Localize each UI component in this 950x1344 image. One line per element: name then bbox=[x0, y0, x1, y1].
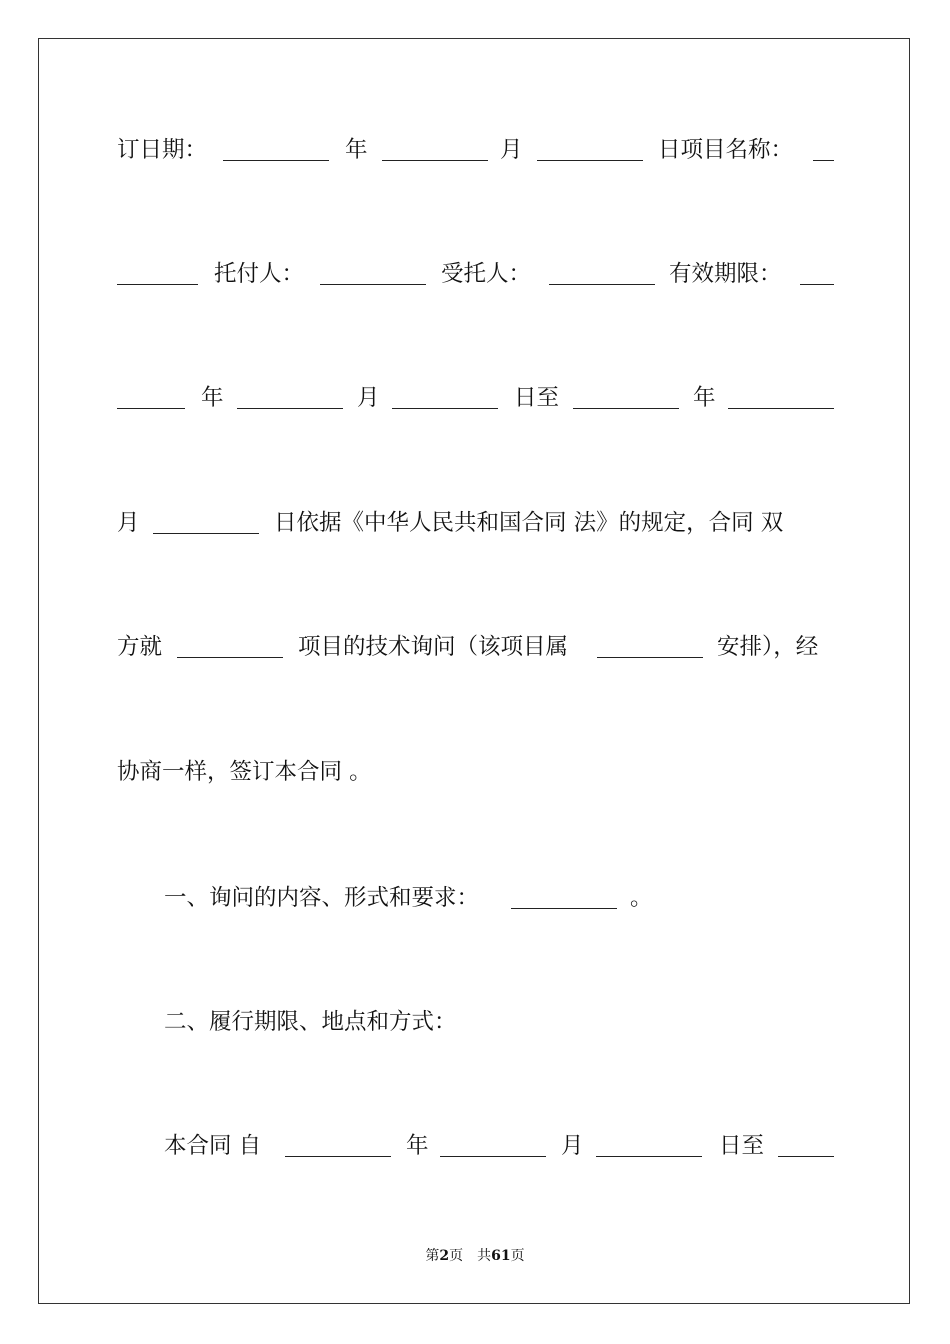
fill-blank bbox=[440, 1156, 546, 1157]
total-prefix: 共 bbox=[477, 1248, 492, 1264]
page-prefix: 第 bbox=[425, 1248, 440, 1264]
text-segment: 本合同 自 bbox=[164, 1133, 262, 1159]
fill-blank bbox=[285, 1156, 391, 1157]
fill-blank bbox=[813, 160, 834, 161]
text-line-5 bbox=[117, 631, 834, 663]
text-line-9 bbox=[117, 1130, 834, 1162]
text-segment: 日项目名称： bbox=[658, 137, 794, 163]
text-segment: 有效期限： bbox=[669, 261, 782, 287]
text-segment: 年 bbox=[201, 385, 224, 411]
fill-blank bbox=[778, 1156, 834, 1157]
fill-blank bbox=[728, 408, 834, 409]
text-line-3 bbox=[117, 382, 834, 414]
total-number: 61 bbox=[491, 1248, 511, 1264]
text-segment: 年 bbox=[406, 1133, 429, 1159]
text-segment: 年 bbox=[693, 385, 716, 411]
total-suffix: 页 bbox=[510, 1248, 525, 1264]
text-segment: 。 bbox=[630, 885, 653, 911]
text-segment: 月 bbox=[500, 137, 523, 163]
page-number: 2 bbox=[439, 1248, 450, 1264]
text-segment: 日至 bbox=[514, 385, 560, 411]
text-segment: 年 bbox=[345, 137, 368, 163]
text-segment: 月 bbox=[561, 1133, 584, 1159]
text-line-7 bbox=[117, 882, 834, 914]
text-line-2 bbox=[117, 258, 834, 290]
text-line-4 bbox=[117, 507, 834, 539]
fill-blank bbox=[537, 160, 643, 161]
text-line-6 bbox=[117, 756, 834, 788]
fill-blank bbox=[597, 657, 703, 658]
text-segment: 受托人： bbox=[441, 261, 532, 287]
page-suffix: 页 bbox=[449, 1248, 464, 1264]
text-line-8 bbox=[117, 1006, 834, 1038]
fill-blank bbox=[800, 284, 834, 285]
text-segment: 日至 bbox=[719, 1133, 765, 1159]
fill-blank bbox=[237, 408, 343, 409]
fill-blank bbox=[177, 657, 283, 658]
fill-blank bbox=[320, 284, 426, 285]
text-segment: 托付人： bbox=[214, 261, 305, 287]
fill-blank bbox=[549, 284, 655, 285]
fill-blank bbox=[511, 908, 617, 909]
text-segment: 项目的技术询问（该项目属 bbox=[298, 634, 569, 660]
text-line-1 bbox=[117, 134, 834, 166]
fill-blank bbox=[117, 284, 198, 285]
page-border bbox=[38, 38, 910, 1304]
text-segment: 月 bbox=[357, 385, 380, 411]
fill-blank bbox=[392, 408, 498, 409]
text-segment: 日依据《中华人民共和国合同 法》的规定，合同 双 bbox=[274, 510, 784, 536]
text-segment: 协商一样，签订本合同 。 bbox=[117, 759, 372, 785]
text-segment: 二、履行期限、地点和方式： bbox=[164, 1009, 457, 1035]
text-segment: 月 bbox=[117, 510, 140, 536]
fill-blank bbox=[153, 533, 259, 534]
text-segment: 安排），经 bbox=[717, 634, 819, 660]
fill-blank bbox=[573, 408, 679, 409]
fill-blank bbox=[117, 408, 185, 409]
text-segment: 方就 bbox=[117, 634, 163, 660]
page-footer bbox=[0, 1246, 950, 1266]
text-segment: 订日期： bbox=[117, 137, 208, 163]
fill-blank bbox=[382, 160, 488, 161]
fill-blank bbox=[223, 160, 329, 161]
text-segment: 一、询问的内容、形式和要求： bbox=[164, 885, 480, 911]
fill-blank bbox=[596, 1156, 702, 1157]
